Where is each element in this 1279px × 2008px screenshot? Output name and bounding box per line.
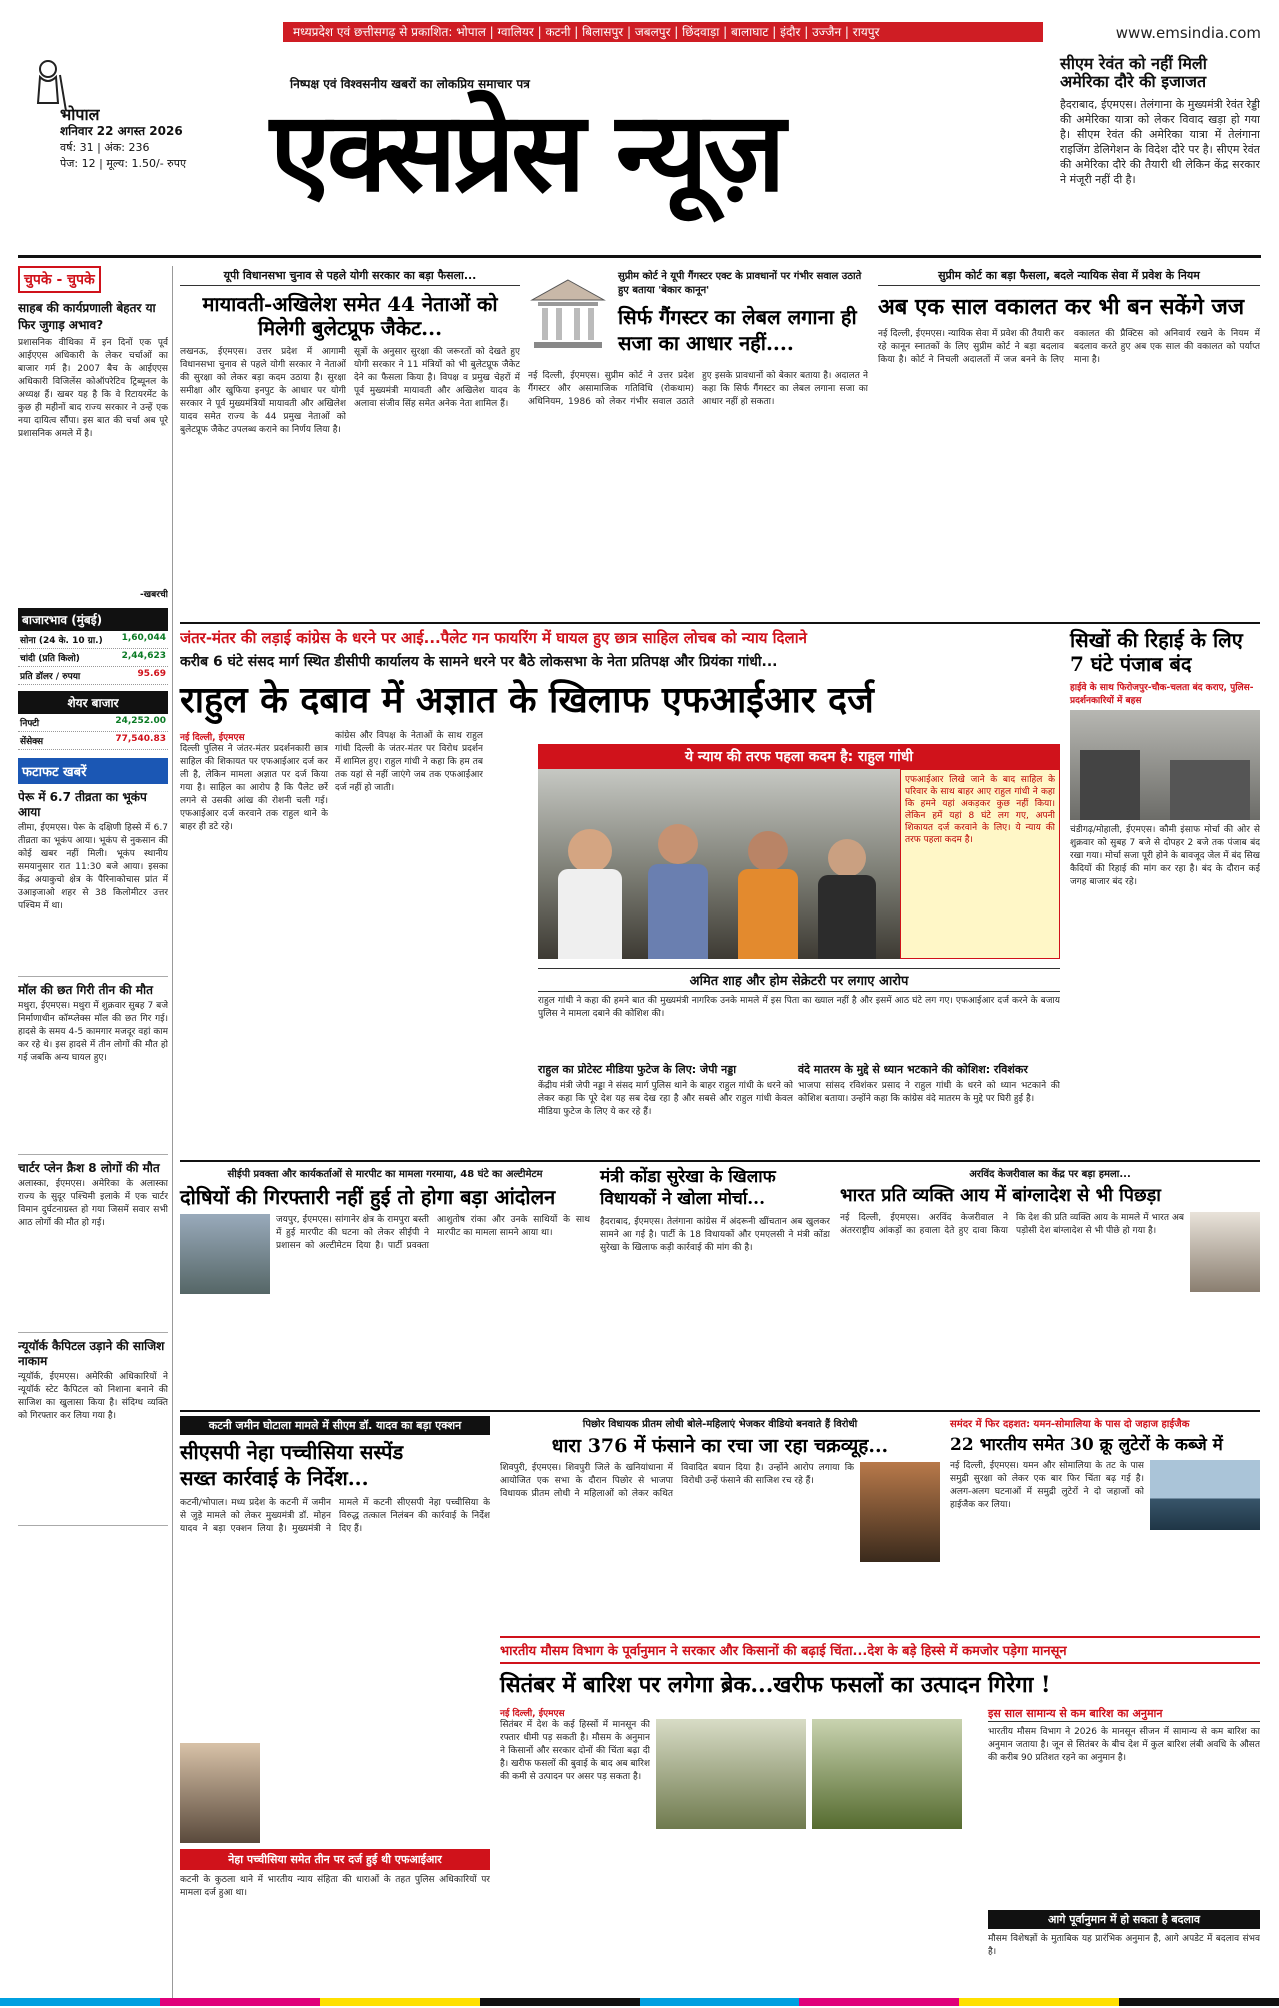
- story7-headline[interactable]: सीएसपी नेहा पच्चीसिया सस्पेंड: [180, 1440, 404, 1464]
- story4-photo: [180, 1214, 270, 1294]
- market-label: प्रति डॉलर / रुपया: [20, 672, 81, 682]
- story4-kicker: सीईपी प्रवक्ता और कार्यकर्ताओं से मारपीट का मामला गरमाया, 48 घंटे का अल्टीमेटम: [227, 1169, 543, 1180]
- issue-date: शनिवार 22 अगस्त 2026: [60, 124, 183, 138]
- lead-quote: एफआईआर लिखे जाने के बाद साहिल के परिवार के साथ बाहर आए राहुल गांधी ने कहा कि हमने यहां अकड़कर कुछ नहीं किया। लेकिन हमें यहां 8 घंटे लग गए, अपनी शिकायत दर्ज करवाने के लिए। ये न्याय की तरफ पहला कदम है।: [905, 775, 1055, 845]
- lead-photo-block: [538, 744, 1060, 966]
- story8-kicker: पिछोर विधायक प्रीतम लोधी बोले-महिलाएं भेजकर वीडियो बनवाते हैं विरोधी: [582, 1419, 858, 1430]
- market-table: [18, 631, 168, 685]
- lead-photo: [538, 769, 1060, 959]
- story4-headline[interactable]: दोषियों की गिरफ्तारी नहीं हुई तो होगा बड़ा आंदोलन: [180, 1185, 556, 1209]
- story7-red-caption: नेहा पच्चीसिया समेत तीन पर दर्ज हुई थी एफआईआर: [180, 1849, 490, 1870]
- left-sidebar: [18, 266, 168, 2001]
- page-count: पेज: 12: [60, 157, 96, 170]
- column-divider: [172, 266, 173, 2001]
- publication-cities-bar: मध्यप्रदेश एवं छत्तीसगढ़ से प्रकाशित: भोपाल | ग्वालियर | कटनी | बिलासपुर | जबलपुर | छिंदवाड़ा | बालाघाट | इंदौर | उज्जैन | रायपुर: [283, 22, 1043, 42]
- chupke-body: प्रशासनिक वीथिका में इन दिनों एक पूर्व आईएएस अधिकारी के लेकर चर्चाओं का बाजार गर्म है। 2007 बैच के आईएएस अधिकारी विजिलेंस कोऑपरेटिव ट्रिब्यूनल के अध्यक्ष हैं। खबर यह है कि वे रिटायरमेंट के कुछ ही महीनों बाद राज्य सरकार ने उन्हें एक नया दायित्व सौंपा। इस बात की चर्चा अब पूरे प्रशासनिक अमले में है।: [18, 338, 168, 439]
- story-katni-suspension: [180, 1416, 490, 2001]
- weather-side-body: भारतीय मौसम विभाग ने 2026 के मानसून सीजन में सामान्य से कम बारिश का अनुमान जताया है। जून से सितंबर के बीच देश में कुल बारिश लंबी अवधि के औसत की करीब 90 प्रतिशत रहने का अनुमान है।: [988, 1727, 1260, 1763]
- lead-kicker: जंतर-मंतर की लड़ाई कांग्रेस के धरने पर आई...पैलेट गन फायरिंग में घायल हुए छात्र साहिल लोचब को न्याय दिलाने: [180, 629, 807, 647]
- brief-item: [18, 790, 168, 977]
- field-photo: [812, 1719, 962, 1829]
- share-value: 77,540.83: [115, 734, 166, 744]
- brief-body: अलास्का, ईएमएस। अमेरिका के अलास्का राज्य के सुदूर पश्चिमी इलाके में एक चार्टर विमान दुर्घटनाग्रस्त हो गया जिसमें सवार सभी आठ लोगों की मौत हो गई।: [18, 1179, 168, 1228]
- fatafat-title: फटाफट खबरें: [18, 758, 168, 784]
- share-label: सेंसेक्स: [20, 737, 44, 747]
- weather-side-bar: आगे पूर्वानुमान में हो सकता है बदलाव: [988, 1910, 1260, 1929]
- story4-body: जयपुर, ईएमएस। सांगानेर क्षेत्र के रामपुरा बस्ती में हुई मारपीट की घटना को लेकर सीईपी ने प्रशासन को अल्टीमेटम दिया है। पार्टी प्रवक्ता आशुतोष रांका और उनके साथियों के साथ मारपीट का मामला सामने आया था।: [276, 1215, 590, 1251]
- story6-body: नई दिल्ली, ईएमएस। अरविंद केजरीवाल ने अंतरराष्ट्रीय आंकड़ों का हवाला देते हुए दावा किया कि देश की प्रति व्यक्ति आय के मामले में भारत अब पड़ोसी देश बांग्लादेश से भी पीछे हो गया है।: [840, 1213, 1184, 1236]
- story1-body-col1: लखनऊ, ईएमएस। उत्तर प्रदेश में आगामी विधानसभा चुनाव से पहले योगी सरकार ने नेताओं की सुरक्षा को लेकर बड़ा कदम उठाया है। सुरक्षा समीक्षा और खुफिया इनपुट के आधार पर योगी सरकार ने पूर्व मुख्यमंत्रियों मायावती और अखिलेश यादव समेत राज्य के 44 प्रमुख नेताओं को बुलेटप्रूफ जैकेट उपलब्ध कराने का निर्णय लिया है।: [180, 347, 346, 435]
- weather-side-head: इस साल सामान्य से कम बारिश का अनुमान: [988, 1706, 1260, 1722]
- market-row: [18, 649, 168, 667]
- lead-kicker-block: [180, 628, 1060, 668]
- market-row: [18, 631, 168, 649]
- supreme-court-icon: [528, 274, 608, 354]
- color-registration-strip: [0, 1998, 1279, 2006]
- lead-body-col2: कांग्रेस और विपक्ष के नेताओं के साथ राहुल गांधी दिल्ली के जंतर-मंतर पर विरोध प्रदर्शन में शामिल हुए। राहुल गांधी ने कहा कि हम तब तक यहां से नहीं जाएंगे जब तक एफआईआर दर्ज नहीं हो जाती।: [335, 731, 483, 793]
- story1-body-col2: सूत्रों के अनुसार सुरक्षा की जरूरतों को देखते हुए योगी सरकार ने 11 मंत्रियों को भी बुलेटप्रूफ जैकेट देने का फैसला किया है। विपक्ष व प्रमुख चेहरों में पूर्व मुख्यमंत्री मायावती और अखिलेश यादव के अलावा संजीव सिंह समेत अनेक नेता शामिल हैं।: [354, 347, 520, 409]
- story6-headline[interactable]: भारत प्रति व्यक्ति आय में बांग्लादेश से भी पिछड़ा: [840, 1185, 1161, 1206]
- brief-body: लीमा, ईएमएस। पेरू के दक्षिणी हिस्से में 6.7 तीव्रता का भूकंप आया। भूकंप से नुकसान की कोई खबर नहीं मिली। भूकंप स्थानीय समयानुसार रात 11:30 बजे आया। इसका केंद्र अयाकुचो क्षेत्र के पैरिनाकोचास प्रांत में उआइजाओ शहर से 38 किलोमीटर उत्तर पश्चिम में था।: [18, 823, 168, 911]
- share-value: 24,252.00: [115, 716, 166, 726]
- story-punjab-bandh: [1070, 628, 1260, 1153]
- kejriwal-photo: [1190, 1212, 1260, 1292]
- market-label: चांदी (प्रति किलो): [20, 654, 80, 664]
- story1-headline[interactable]: मायावती-अखिलेश समेत 44 नेताओं को मिलेगी बुलेटप्रूफ जैकेट...: [202, 292, 498, 340]
- story-monsoon: [500, 1636, 1260, 2001]
- market-label: सोना (24 के. 10 ग्रा.): [20, 636, 103, 646]
- section-divider-2: [180, 1160, 1260, 1162]
- story7-kicker: कटनी जमीन घोटाला मामले में सीएम डॉ. यादव का बड़ा एक्शन: [180, 1416, 490, 1435]
- market-value: 2,44,623: [121, 651, 166, 661]
- masthead-tagline: निष्पक्ष एवं विश्वसनीय खबरों का लोकप्रिय समाचार पत्र: [290, 77, 530, 91]
- story2-headline[interactable]: सिर्फ गैंगस्टर का लेबल लगाना ही सजा का आधार नहीं....: [618, 305, 857, 355]
- weather-dateline: नई दिल्ली, ईएमएस: [500, 1709, 565, 1719]
- brief-item: [18, 1161, 168, 1333]
- lead-sub1-title: अमित शाह और होम सेक्रेटरी पर लगाए आरोप: [538, 968, 1060, 992]
- brief-item: [18, 983, 168, 1155]
- story9-kicker: समंदर में फिर दहशत: यमन-सोमालिया के पास दो जहाज हाईजैक: [950, 1419, 1190, 1430]
- story-cep-protest: [180, 1166, 590, 1406]
- weather-body: सितंबर में देश के कई हिस्सों में मानसून की रफ्तार धीमी पड़ सकती है। मौसम के अनुमान ने किसानों और सरकार दोनों की चिंता बढ़ा दी है। खरीफ फसलों की बुवाई के बाद अब बारिश की कमी से उत्पादन पर असर पड़ सकता है।: [500, 1720, 650, 1782]
- lead-headline[interactable]: राहुल के दबाव में अज्ञात के खिलाफ एफआईआर दर्ज: [180, 679, 874, 721]
- brief-body: मथुरा, ईएमएस। मथुरा में शुक्रवार सुबह 7 बजे निर्माणाधीन कॉम्प्लेक्स मॉल की छत गिर गई। हादसे के समय 4-5 कामगार मजदूर वहां काम कर रहे थे। इस हादसे में तीन लोगों की मौत हो गई जबकि अन्य घायल हुए।: [18, 1001, 168, 1063]
- share-table: [18, 714, 168, 750]
- lead-sub3-title: वंदे मातरम के मुद्दे से ध्यान भटकाने की कोशिश: रविशंकर: [798, 1063, 1028, 1076]
- masthead: [270, 75, 1030, 215]
- brief-headline[interactable]: मॉल की छत गिरी तीन की मौत: [18, 983, 153, 997]
- weather-headline[interactable]: सितंबर में बारिश पर लगेगा ब्रेक...खरीफ फसलों का उत्पादन गिरेगा !: [500, 1672, 1051, 1698]
- story-gangster-act: [528, 268, 868, 618]
- story-per-capita-income: [840, 1166, 1260, 1406]
- top-right-body: हैदराबाद, ईएमएस। तेलंगाना के मुख्यमंत्री रेवंत रेड्डी की अमेरिका यात्रा को लेकर विवाद खड़ा हो गया है। सीएम रेवंत की अमेरिका यात्रा में तेलंगाना राइजिंग डेलिगेशन के विदेश दौरे पर है। सीएम रेवंत की अमेरिका दौरे की तैयारी थी लेकिन केंद्र सरकार ने मंजूरी नहीं दी है।: [1060, 98, 1260, 186]
- market-title: बाजारभाव (मुंबई): [18, 608, 168, 631]
- lead-sub1-body: राहुल गांधी ने कहा की हमने बात की मुख्यमंत्री नागरिक उनके मामले में इस पिता का ख्याल नहीं है और इसमें आठ घंटे लग गए। एफआईआर दर्ज करने के बजाय पुलिस ने मामला दबाने की कोशिश की।: [538, 996, 1060, 1019]
- weather-banner: भारतीय मौसम विभाग के पूर्वानुमान ने सरकार और किसानों की बढ़ाई चिंता...देश के बड़े हिस्से में कमजोर पड़ेगा मानसून: [500, 1636, 1260, 1664]
- lead-body-col1: [180, 730, 328, 1150]
- story6-kicker: अरविंद केजरीवाल का केंद्र पर बड़ा हमला...: [969, 1169, 1131, 1180]
- brief-headline[interactable]: पेरू में 6.7 तीव्रता का भूकंप आया: [18, 790, 147, 819]
- story5-body: हैदराबाद, ईएमएस। तेलंगाना कांग्रेस में अंदरूनी खींचतान अब खुलकर सामने आ गई है। पार्टी के 18 विधायकों और एमएलसी ने मंत्री कोंडा सुरेखा के खिलाफ कड़ी कार्रवाई की मांग की है।: [600, 1217, 830, 1253]
- top-right-story: [1060, 55, 1260, 255]
- story8-headline[interactable]: धारा 376 में फंसाने का रचा जा रहा चक्रव्यूह...: [551, 1435, 889, 1457]
- story2-kicker: सुप्रीम कोर्ट ने यूपी गैंगस्टर एक्ट के प्रावधानों पर गंभीर सवाल उठाते हुए बताया 'बेकार कानून': [618, 271, 862, 296]
- share-row: [18, 732, 168, 750]
- story1-kicker: यूपी विधानसभा चुनाव से पहले योगी सरकार का बड़ा फैसला...: [180, 268, 520, 286]
- chupke-headline: साहब की कार्यप्रणाली बेहतर या फिर जुगाड़ अभाव?: [18, 301, 156, 332]
- story-preetam-lodhi: [500, 1416, 940, 1631]
- neha-photo: [180, 1743, 260, 1843]
- edition-city: भोपाल: [60, 105, 100, 124]
- brief-headline[interactable]: चार्टर प्लेन क्रैश 8 लोगों की मौत: [18, 1161, 160, 1175]
- story9-headline[interactable]: 22 भारतीय समेत 30 क्रू लुटेरों के कब्जे में: [950, 1435, 1223, 1455]
- sikh-body: चंडीगढ़/मोहाली, ईएमएस। कौमी इंसाफ मोर्चा की ओर से शुक्रवार को सुबह 7 बजे से दोपहर 2 बजे तक पंजाब बंद रखा गया। मोर्चा सजा पूरी होने के बावजूद जेल में बंद सिख कैदियों की रिहाई की मांग कर रहा है। बंद के दौरान कई जगह बाजार बंद रहे।: [1070, 825, 1260, 887]
- top-right-headline: सीएम रेवंत को नहीं मिली अमेरिका दौरे की इजाजत: [1060, 54, 1207, 91]
- lead-sub2: [538, 1062, 793, 1152]
- issue-meta-price: पेज: 12 | मूल्य: 1.50/- रुपए: [60, 157, 187, 170]
- story3-headline[interactable]: अब एक साल वकालत कर भी बन सकेंगे जज: [878, 294, 1245, 320]
- section-divider-3: [180, 1410, 1260, 1412]
- share-market-title: शेयर बाजार: [18, 691, 168, 714]
- sikh-photo: [1070, 710, 1260, 820]
- story-konda-surekha: [600, 1166, 830, 1406]
- story-judges: [878, 268, 1260, 618]
- lead-sub2-body: केंद्रीय मंत्री जेपी नड्डा ने संसद मार्ग पुलिस थाने के बाहर राहुल गांधी के धरने को लेकर कहा कि पूरे देश यह सब देख रहा है और सबसे और राहुल गांधी केवल मीडिया फुटेज के लिए ये कर रहे हैं।: [538, 1081, 793, 1117]
- briefs-list: [18, 790, 168, 1526]
- story9-body: नई दिल्ली, ईएमएस। यमन और सोमालिया के तट के पास समुद्री सुरक्षा को लेकर एक बार फिर चिंता बढ़ गई है। अलग-अलग घटनाओं में समुद्री लुटेरों ने दो जहाजों को हाईजैक कर लिया।: [950, 1461, 1144, 1510]
- chupke-chupke-title: चुपके - चुपके: [18, 266, 101, 293]
- lead-sub2-title: राहुल का प्रोटेस्ट मीडिया फुटेज के लिए: जेपी नड्डा: [538, 1063, 737, 1076]
- newspaper-title: एक्सप्रेस न्यूज़: [270, 87, 782, 216]
- masthead-divider: [18, 255, 1261, 258]
- story3-body: नई दिल्ली, ईएमएस। न्यायिक सेवा में प्रवेश की तैयारी कर रहे कानून स्नातकों के लिए सुप्रीम कोर्ट ने बड़ा बदलाव किया है। कोर्ट ने निचली अदालतों में जज बनने के लिए वकालत की प्रैक्टिस को अनिवार्य रखने के नियम में बदलाव करते हुए अब एक साल की वकालत को पर्याप्त माना है।: [878, 329, 1260, 365]
- sikh-headline[interactable]: सिखों की रिहाई के लिए 7 घंटे पंजाब बंद: [1070, 628, 1243, 676]
- lead-kicker2: करीब 6 घंटे संसद मार्ग स्थित डीसीपी कार्यालय के सामने धरने पर बैठे लोकसभा के नेता प्रतिपक्ष और प्रियंका गांधी...: [180, 654, 778, 670]
- issue-meta: वर्ष: 31 | अंक: 236: [60, 141, 150, 154]
- lead-body1: दिल्ली पुलिस ने जंतर-मंतर प्रदर्शनकारी छात्र साहिल की शिकायत पर एफआईआर दर्ज कर ली है, लेकिन मामला अज्ञात पर दर्ज किया गया है। साहिल का आरोप है कि पैलेट छर्रे लगने से उसकी आंख की रोशनी चली गई। एफआईआर दर्ज करवाने तक राहुल थाने के बाहर ही डटे रहे।: [180, 744, 328, 832]
- brief-headline[interactable]: न्यूयॉर्क कैपिटल उड़ाने की साजिश नाकाम: [18, 1339, 165, 1368]
- lodhi-photo: [860, 1462, 940, 1562]
- story7-body: कटनी/भोपाल। मध्य प्रदेश के कटनी में जमीन से जुड़े मामले को लेकर मुख्यमंत्री डॉ. मोहन यादव ने बड़ा एक्शन लिया है। मुख्यमंत्री ने मामले में कटनी सीएसपी नेहा पच्चीसिया के विरुद्ध तत्काल निलंबन की कार्रवाई के निर्देश दिए हैं।: [180, 1498, 490, 1534]
- story7-headline2[interactable]: सख्त कार्रवाई के निर्देश...: [180, 1466, 369, 1490]
- market-row: [18, 667, 168, 685]
- brief-body: न्यूयॉर्क, ईएमएस। अमेरिकी अधिकारियों ने न्यूयॉर्क स्टेट कैपिटल को निशाना बनाने की साजिश का खुलासा किया है। संदिग्ध व्यक्ति को गिरफ्तार कर लिया गया है।: [18, 1372, 168, 1421]
- market-value: 1,60,044: [121, 633, 166, 643]
- weather-side-bar-body: मौसम विशेषज्ञों के मुताबिक यह प्रारंभिक अनुमान है, आगे अपडेट में बदलाव संभव है।: [988, 1934, 1260, 1957]
- issue-number: अंक: 236: [104, 141, 150, 154]
- story-bulletproof: [180, 268, 520, 618]
- lead-sub1: [538, 968, 1060, 1060]
- volume-year: वर्ष: 31: [60, 141, 94, 154]
- share-row: [18, 714, 168, 732]
- price: मूल्य: 1.50/- रुपए: [106, 157, 187, 170]
- farmer-photo: [656, 1719, 806, 1829]
- lead-dateline: नई दिल्ली, ईएमएस: [180, 733, 245, 743]
- story3-kicker: सुप्रीम कोर्ट का बड़ा फैसला, बदले न्यायिक सेवा में प्रवेश के नियम: [878, 268, 1260, 286]
- share-label: निफ्टी: [20, 719, 40, 729]
- sikh-sub: हाईवे के साथ फिरोजपुर-चौक-चलता बंद कराए, पुलिस-प्रदर्शनकारियों में बहस: [1070, 683, 1254, 706]
- website-url[interactable]: www.emsindia.com: [1115, 24, 1261, 42]
- chupke-signoff: -खबरची: [140, 590, 168, 600]
- lead-sub3-body: भाजपा सांसद रविशंकर प्रसाद ने राहुल गांधी के धरने को ध्यान भटकाने की कोशिश बताया। उन्होंने कहा कि कांग्रेस वंदे मातरम के मुद्दे पर घिरी हुई है।: [798, 1081, 1060, 1104]
- market-value: 95.69: [137, 669, 166, 679]
- lead-photo-caption: ये न्याय की तरफ पहला कदम है: राहुल गांधी: [538, 744, 1060, 769]
- story7-red-body: कटनी के कुठला थाने में भारतीय न्याय संहिता की धाराओं के तहत पुलिस अधिकारियों पर मामला दर्ज हुआ था।: [180, 1875, 490, 1898]
- story2-body: नई दिल्ली, ईएमएस। सुप्रीम कोर्ट ने उत्तर प्रदेश गैंगस्टर और असामाजिक गतिविधि (रोकथाम) अधिनियम, 1986 को लेकर गंभीर सवाल उठाते हुए इसके प्रावधानों को बेकार बताया है। अदालत ने कहा कि सिर्फ गैंगस्टर का लेबल लगाना सजा का आधार नहीं हो सकता।: [528, 371, 868, 407]
- story-hijack: [950, 1416, 1260, 1631]
- story5-headline[interactable]: मंत्री कोंडा सुरेखा के खिलाफ विधायकों ने खोला मोर्चा...: [600, 1167, 776, 1209]
- ship-photo: [1150, 1460, 1260, 1530]
- story8-body: शिवपुरी, ईएमएस। शिवपुरी जिले के खनियांधाना में आयोजित एक सभा के दौरान पिछोर से भाजपा विधायक प्रीतम लोधी ने महिलाओं को लेकर कथित विवादित बयान दिया है। उन्होंने आरोप लगाया कि विरोधी उन्हें फंसाने की साजिश रच रहे हैं।: [500, 1463, 854, 1499]
- lead-sub3: [798, 1062, 1060, 1152]
- brief-item: [18, 1339, 168, 1526]
- section-divider: [180, 622, 1260, 624]
